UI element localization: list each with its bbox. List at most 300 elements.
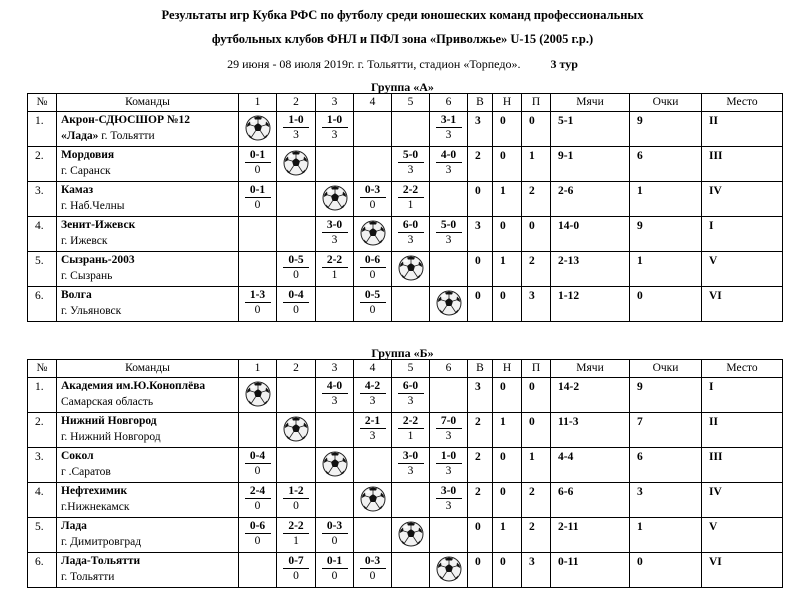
column-header-m5: 5 bbox=[392, 360, 430, 378]
match-points: 3 bbox=[445, 234, 452, 246]
wins-cell: 0 bbox=[468, 518, 493, 553]
losses-cell: 3 bbox=[522, 553, 551, 588]
table-row bbox=[28, 413, 783, 448]
match-score: 2-2 bbox=[283, 519, 309, 534]
wins-cell: 3 bbox=[468, 112, 493, 147]
team-city-text: г. Саранск bbox=[61, 165, 111, 177]
match-score: 2-2 bbox=[398, 414, 424, 429]
match-cell-1 bbox=[239, 448, 277, 483]
match-points: 3 bbox=[407, 395, 414, 407]
losses-cell: 2 bbox=[522, 483, 551, 518]
match-cell-2 bbox=[277, 112, 316, 147]
draws-cell: 0 bbox=[493, 287, 522, 322]
match-cell-5 bbox=[392, 448, 430, 483]
team-cell bbox=[57, 378, 239, 413]
points-cell: 3 bbox=[630, 483, 702, 518]
match-points: 1 bbox=[407, 199, 414, 211]
column-header-m1: 1 bbox=[239, 94, 277, 112]
row-number: 4. bbox=[28, 217, 57, 252]
match-cell-6 bbox=[430, 112, 468, 147]
match-cell-4 bbox=[354, 378, 392, 413]
wins-cell: 3 bbox=[468, 217, 493, 252]
column-header-goals: Мячи bbox=[551, 360, 630, 378]
team-city-text: г. Димитровград bbox=[61, 536, 142, 548]
group-a-table bbox=[27, 93, 783, 322]
team-city-text: г. Нижний Новгород bbox=[61, 431, 161, 443]
match-cell-5 bbox=[392, 378, 430, 413]
row-number: 4. bbox=[28, 483, 57, 518]
column-header-team: Команды bbox=[57, 360, 239, 378]
points-cell: 7 bbox=[630, 413, 702, 448]
team-name: Сокол bbox=[61, 450, 94, 462]
points-cell: 0 bbox=[630, 553, 702, 588]
points-cell: 1 bbox=[630, 182, 702, 217]
match-points: 3 bbox=[331, 129, 338, 141]
match-score: 0-5 bbox=[283, 253, 309, 268]
table-row bbox=[28, 287, 783, 322]
team-cell bbox=[57, 483, 239, 518]
match-score: 0-4 bbox=[283, 288, 309, 303]
match-score: 5-0 bbox=[436, 218, 462, 233]
goals-cell: 0-11 bbox=[551, 553, 630, 588]
match-cell-4 bbox=[354, 448, 392, 483]
match-cell-3 bbox=[316, 252, 354, 287]
place-cell: IV bbox=[702, 483, 783, 518]
match-cell-1 bbox=[239, 182, 277, 217]
draws-cell: 1 bbox=[493, 252, 522, 287]
table-row bbox=[28, 378, 783, 413]
soccer-ball-icon bbox=[436, 290, 462, 316]
match-score: 6-0 bbox=[398, 218, 424, 233]
match-cell-3 bbox=[316, 217, 354, 252]
team-city bbox=[61, 394, 238, 410]
match-cell-1 bbox=[239, 553, 277, 588]
match-points: 0 bbox=[254, 199, 261, 211]
soccer-ball-icon bbox=[245, 115, 271, 141]
match-points: 0 bbox=[331, 535, 338, 547]
match-cell-5 bbox=[392, 112, 430, 147]
match-cell-6 bbox=[430, 518, 468, 553]
match-cell-3 bbox=[316, 182, 354, 217]
soccer-ball-icon bbox=[398, 255, 424, 281]
match-score: 6-0 bbox=[398, 379, 424, 394]
row-number: 3. bbox=[28, 182, 57, 217]
table-header-row bbox=[28, 360, 783, 378]
team-name: Нижний Новгород bbox=[61, 415, 157, 427]
team-city bbox=[61, 429, 238, 445]
team-cell bbox=[57, 518, 239, 553]
points-cell: 6 bbox=[630, 147, 702, 182]
match-cell-3 bbox=[316, 518, 354, 553]
goals-cell: 2-6 bbox=[551, 182, 630, 217]
soccer-ball-icon bbox=[398, 521, 424, 547]
match-score: 3-0 bbox=[322, 218, 348, 233]
match-cell-2 bbox=[277, 378, 316, 413]
row-number: 6. bbox=[28, 553, 57, 588]
match-cell-1 bbox=[239, 112, 277, 147]
column-header-l: П bbox=[522, 360, 551, 378]
draws-cell: 1 bbox=[493, 182, 522, 217]
column-header-m4: 4 bbox=[354, 94, 392, 112]
match-score: 2-2 bbox=[322, 253, 348, 268]
match-cell-1 bbox=[239, 287, 277, 322]
row-number: 6. bbox=[28, 287, 57, 322]
team-club-name: «Лада» bbox=[61, 130, 99, 142]
match-score: 1-0 bbox=[283, 113, 309, 128]
team-name: Сызрань-2003 bbox=[61, 254, 135, 266]
soccer-ball-icon bbox=[360, 220, 386, 246]
table-row bbox=[28, 182, 783, 217]
goals-cell: 2-13 bbox=[551, 252, 630, 287]
column-header-points: Очки bbox=[630, 94, 702, 112]
match-points: 3 bbox=[331, 234, 338, 246]
match-points: 0 bbox=[254, 535, 261, 547]
match-cell-6 bbox=[430, 553, 468, 588]
match-points: 0 bbox=[369, 269, 376, 281]
team-city-text: Самарская область bbox=[61, 396, 154, 408]
match-points: 0 bbox=[254, 500, 261, 512]
match-cell-1 bbox=[239, 413, 277, 448]
losses-cell: 0 bbox=[522, 378, 551, 413]
match-cell-3 bbox=[316, 483, 354, 518]
match-cell-5 bbox=[392, 518, 430, 553]
match-cell-1 bbox=[239, 252, 277, 287]
match-cell-5 bbox=[392, 553, 430, 588]
match-cell-6 bbox=[430, 413, 468, 448]
table-row bbox=[28, 483, 783, 518]
column-header-num: № bbox=[28, 360, 57, 378]
column-header-m6: 6 bbox=[430, 360, 468, 378]
match-points: 3 bbox=[445, 129, 452, 141]
match-cell-2 bbox=[277, 287, 316, 322]
document-title-line-1: Результаты игр Кубка РФС по футболу среди юношеских команд профессиональных bbox=[161, 8, 644, 22]
match-cell-5 bbox=[392, 147, 430, 182]
match-cell-6 bbox=[430, 182, 468, 217]
match-cell-2 bbox=[277, 483, 316, 518]
match-points: 3 bbox=[445, 465, 452, 477]
losses-cell: 1 bbox=[522, 448, 551, 483]
group-b-title: Группа «Б» bbox=[371, 346, 434, 360]
losses-cell: 0 bbox=[522, 112, 551, 147]
match-cell-1 bbox=[239, 518, 277, 553]
table-row bbox=[28, 448, 783, 483]
match-cell-4 bbox=[354, 147, 392, 182]
column-header-d: Н bbox=[493, 360, 522, 378]
row-number: 2. bbox=[28, 413, 57, 448]
draws-cell: 0 bbox=[493, 378, 522, 413]
place-cell: V bbox=[702, 252, 783, 287]
match-score: 1-2 bbox=[283, 484, 309, 499]
soccer-ball-icon bbox=[436, 556, 462, 582]
column-header-points: Очки bbox=[630, 360, 702, 378]
place-cell: I bbox=[702, 217, 783, 252]
match-points: 0 bbox=[293, 570, 299, 582]
place-cell: II bbox=[702, 112, 783, 147]
match-cell-3 bbox=[316, 147, 354, 182]
match-cell-2 bbox=[277, 553, 316, 588]
match-score: 1-0 bbox=[436, 449, 462, 464]
match-score: 4-0 bbox=[322, 379, 348, 394]
goals-cell: 11-3 bbox=[551, 413, 630, 448]
match-points: 0 bbox=[293, 304, 299, 316]
match-cell-3 bbox=[316, 553, 354, 588]
row-number: 5. bbox=[28, 518, 57, 553]
points-cell: 6 bbox=[630, 448, 702, 483]
draws-cell: 0 bbox=[493, 147, 522, 182]
soccer-ball-icon bbox=[283, 150, 309, 176]
soccer-ball-icon bbox=[360, 486, 386, 512]
match-cell-6 bbox=[430, 287, 468, 322]
losses-cell: 0 bbox=[522, 217, 551, 252]
team-cell bbox=[57, 553, 239, 588]
group-a-title: Группа «А» bbox=[371, 80, 434, 94]
row-number: 3. bbox=[28, 448, 57, 483]
losses-cell: 2 bbox=[522, 252, 551, 287]
goals-cell: 9-1 bbox=[551, 147, 630, 182]
points-cell: 0 bbox=[630, 287, 702, 322]
match-cell-2 bbox=[277, 182, 316, 217]
team-city bbox=[61, 499, 238, 515]
goals-cell: 4-4 bbox=[551, 448, 630, 483]
team-city-text: г. Тольятти bbox=[98, 130, 155, 142]
team-cell bbox=[57, 182, 239, 217]
match-cell-4 bbox=[354, 287, 392, 322]
team-name: Нефтехимик bbox=[61, 485, 128, 497]
match-cell-4 bbox=[354, 413, 392, 448]
row-number: 1. bbox=[28, 378, 57, 413]
table-row bbox=[28, 217, 783, 252]
place-cell: III bbox=[702, 147, 783, 182]
draws-cell: 0 bbox=[493, 553, 522, 588]
match-cell-2 bbox=[277, 518, 316, 553]
team-name: Мордовия bbox=[61, 149, 115, 161]
team-city-text: г. Наб.Челны bbox=[61, 200, 125, 212]
column-header-m2: 2 bbox=[277, 94, 316, 112]
place-cell: V bbox=[702, 518, 783, 553]
match-cell-4 bbox=[354, 518, 392, 553]
match-score: 0-5 bbox=[360, 288, 386, 303]
wins-cell: 2 bbox=[468, 483, 493, 518]
round-label: 3 тур bbox=[550, 57, 578, 71]
match-score: 3-1 bbox=[436, 113, 462, 128]
goals-cell: 2-11 bbox=[551, 518, 630, 553]
losses-cell: 1 bbox=[522, 147, 551, 182]
team-city bbox=[61, 163, 238, 179]
match-cell-1 bbox=[239, 483, 277, 518]
team-city bbox=[61, 303, 238, 319]
match-points: 1 bbox=[331, 269, 338, 281]
points-cell: 9 bbox=[630, 378, 702, 413]
wins-cell: 3 bbox=[468, 378, 493, 413]
team-city bbox=[61, 464, 238, 480]
match-cell-4 bbox=[354, 217, 392, 252]
match-cell-3 bbox=[316, 112, 354, 147]
match-cell-4 bbox=[354, 112, 392, 147]
column-header-place: Место bbox=[702, 94, 783, 112]
column-header-l: П bbox=[522, 94, 551, 112]
match-score: 1-3 bbox=[245, 288, 271, 303]
column-header-d: Н bbox=[493, 94, 522, 112]
match-score: 2-4 bbox=[245, 484, 271, 499]
column-header-team: Команды bbox=[57, 94, 239, 112]
match-score: 0-4 bbox=[245, 449, 271, 464]
match-points: 1 bbox=[293, 535, 299, 547]
team-city bbox=[61, 233, 238, 249]
column-header-num: № bbox=[28, 94, 57, 112]
losses-cell: 2 bbox=[522, 182, 551, 217]
match-cell-2 bbox=[277, 413, 316, 448]
match-score: 0-6 bbox=[245, 519, 271, 534]
match-points: 0 bbox=[369, 304, 376, 316]
table-row bbox=[28, 147, 783, 182]
team-city-text: г. Ижевск bbox=[61, 235, 108, 247]
team-city-text: г.Нижнекамск bbox=[61, 501, 130, 513]
match-cell-3 bbox=[316, 413, 354, 448]
losses-cell: 3 bbox=[522, 287, 551, 322]
match-points: 3 bbox=[445, 164, 452, 176]
match-points: 0 bbox=[293, 269, 299, 281]
row-number: 5. bbox=[28, 252, 57, 287]
wins-cell: 0 bbox=[468, 182, 493, 217]
wins-cell: 2 bbox=[468, 147, 493, 182]
match-points: 3 bbox=[445, 500, 452, 512]
place-cell: VI bbox=[702, 553, 783, 588]
table-row bbox=[28, 518, 783, 553]
team-name: Волга bbox=[61, 289, 92, 301]
goals-cell: 14-2 bbox=[551, 378, 630, 413]
losses-cell: 2 bbox=[522, 518, 551, 553]
match-points: 3 bbox=[331, 395, 338, 407]
draws-cell: 0 bbox=[493, 483, 522, 518]
match-cell-5 bbox=[392, 483, 430, 518]
column-header-m1: 1 bbox=[239, 360, 277, 378]
match-cell-4 bbox=[354, 182, 392, 217]
match-cell-1 bbox=[239, 147, 277, 182]
event-dates-venue: 29 июня - 08 июля 2019г. г. Тольятти, стадион «Торпедо». bbox=[227, 57, 521, 71]
match-score: 4-2 bbox=[360, 379, 386, 394]
team-city-text: г .Саратов bbox=[61, 466, 111, 478]
match-score: 3-0 bbox=[398, 449, 424, 464]
match-cell-6 bbox=[430, 483, 468, 518]
wins-cell: 0 bbox=[468, 252, 493, 287]
match-score: 0-3 bbox=[322, 519, 348, 534]
column-header-m3: 3 bbox=[316, 94, 354, 112]
match-cell-5 bbox=[392, 182, 430, 217]
group-b-table bbox=[27, 359, 783, 588]
team-name: Лада-Тольятти bbox=[61, 555, 141, 567]
match-cell-2 bbox=[277, 448, 316, 483]
column-header-w: В bbox=[468, 94, 493, 112]
team-city-text: г. Ульяновск bbox=[61, 305, 122, 317]
match-points: 1 bbox=[407, 430, 414, 442]
draws-cell: 0 bbox=[493, 217, 522, 252]
match-cell-3 bbox=[316, 287, 354, 322]
match-points: 0 bbox=[293, 500, 299, 512]
team-city-text: г. Сызрань bbox=[61, 270, 113, 282]
match-cell-2 bbox=[277, 252, 316, 287]
match-points: 3 bbox=[445, 430, 452, 442]
draws-cell: 0 bbox=[493, 448, 522, 483]
team-city bbox=[61, 569, 238, 585]
match-cell-5 bbox=[392, 413, 430, 448]
match-points: 0 bbox=[369, 199, 376, 211]
match-points: 3 bbox=[407, 234, 414, 246]
soccer-ball-icon bbox=[322, 451, 348, 477]
wins-cell: 0 bbox=[468, 553, 493, 588]
match-cell-6 bbox=[430, 252, 468, 287]
points-cell: 9 bbox=[630, 217, 702, 252]
match-cell-1 bbox=[239, 378, 277, 413]
soccer-ball-icon bbox=[283, 416, 309, 442]
match-cell-5 bbox=[392, 252, 430, 287]
team-cell bbox=[57, 217, 239, 252]
match-score: 0-7 bbox=[283, 554, 309, 569]
match-points: 3 bbox=[293, 129, 299, 141]
table-row bbox=[28, 252, 783, 287]
table-row bbox=[28, 553, 783, 588]
place-cell: IV bbox=[702, 182, 783, 217]
wins-cell: 2 bbox=[468, 413, 493, 448]
match-score: 0-1 bbox=[245, 183, 271, 198]
column-header-w: В bbox=[468, 360, 493, 378]
column-header-m6: 6 bbox=[430, 94, 468, 112]
team-name: Зенит-Ижевск bbox=[61, 219, 136, 231]
goals-cell: 5-1 bbox=[551, 112, 630, 147]
column-header-m4: 4 bbox=[354, 360, 392, 378]
match-score: 0-3 bbox=[360, 183, 386, 198]
match-cell-4 bbox=[354, 553, 392, 588]
team-city bbox=[61, 534, 238, 550]
goals-cell: 6-6 bbox=[551, 483, 630, 518]
match-points: 0 bbox=[254, 164, 261, 176]
column-header-m2: 2 bbox=[277, 360, 316, 378]
row-number: 2. bbox=[28, 147, 57, 182]
match-score: 0-1 bbox=[245, 148, 271, 163]
match-score: 2-1 bbox=[360, 414, 386, 429]
goals-cell: 14-0 bbox=[551, 217, 630, 252]
place-cell: VI bbox=[702, 287, 783, 322]
match-cell-1 bbox=[239, 217, 277, 252]
match-points: 3 bbox=[369, 395, 376, 407]
match-points: 0 bbox=[254, 465, 261, 477]
draws-cell: 0 bbox=[493, 112, 522, 147]
match-cell-3 bbox=[316, 378, 354, 413]
match-cell-2 bbox=[277, 217, 316, 252]
match-score: 2-2 bbox=[398, 183, 424, 198]
match-cell-6 bbox=[430, 147, 468, 182]
team-name: Академия им.Ю.Коноплёва bbox=[61, 380, 206, 392]
team-name: Камаз bbox=[61, 184, 94, 196]
team-city bbox=[61, 268, 238, 284]
match-cell-6 bbox=[430, 217, 468, 252]
wins-cell: 0 bbox=[468, 287, 493, 322]
document-title-line-2: футбольных клубов ФНЛ и ПФЛ зона «Приволжье» U-15 (2005 г.р.) bbox=[211, 32, 594, 46]
team-cell bbox=[57, 112, 239, 147]
team-cell bbox=[57, 413, 239, 448]
row-number: 1. bbox=[28, 112, 57, 147]
match-score: 0-6 bbox=[360, 253, 386, 268]
match-cell-5 bbox=[392, 287, 430, 322]
team-name: Акрон-СДЮСШОР №12 bbox=[61, 114, 190, 126]
match-score: 7-0 bbox=[436, 414, 462, 429]
match-cell-4 bbox=[354, 252, 392, 287]
draws-cell: 1 bbox=[493, 518, 522, 553]
column-header-place: Место bbox=[702, 360, 783, 378]
team-cell bbox=[57, 448, 239, 483]
column-header-m5: 5 bbox=[392, 94, 430, 112]
match-score: 1-0 bbox=[322, 113, 348, 128]
match-cell-6 bbox=[430, 448, 468, 483]
